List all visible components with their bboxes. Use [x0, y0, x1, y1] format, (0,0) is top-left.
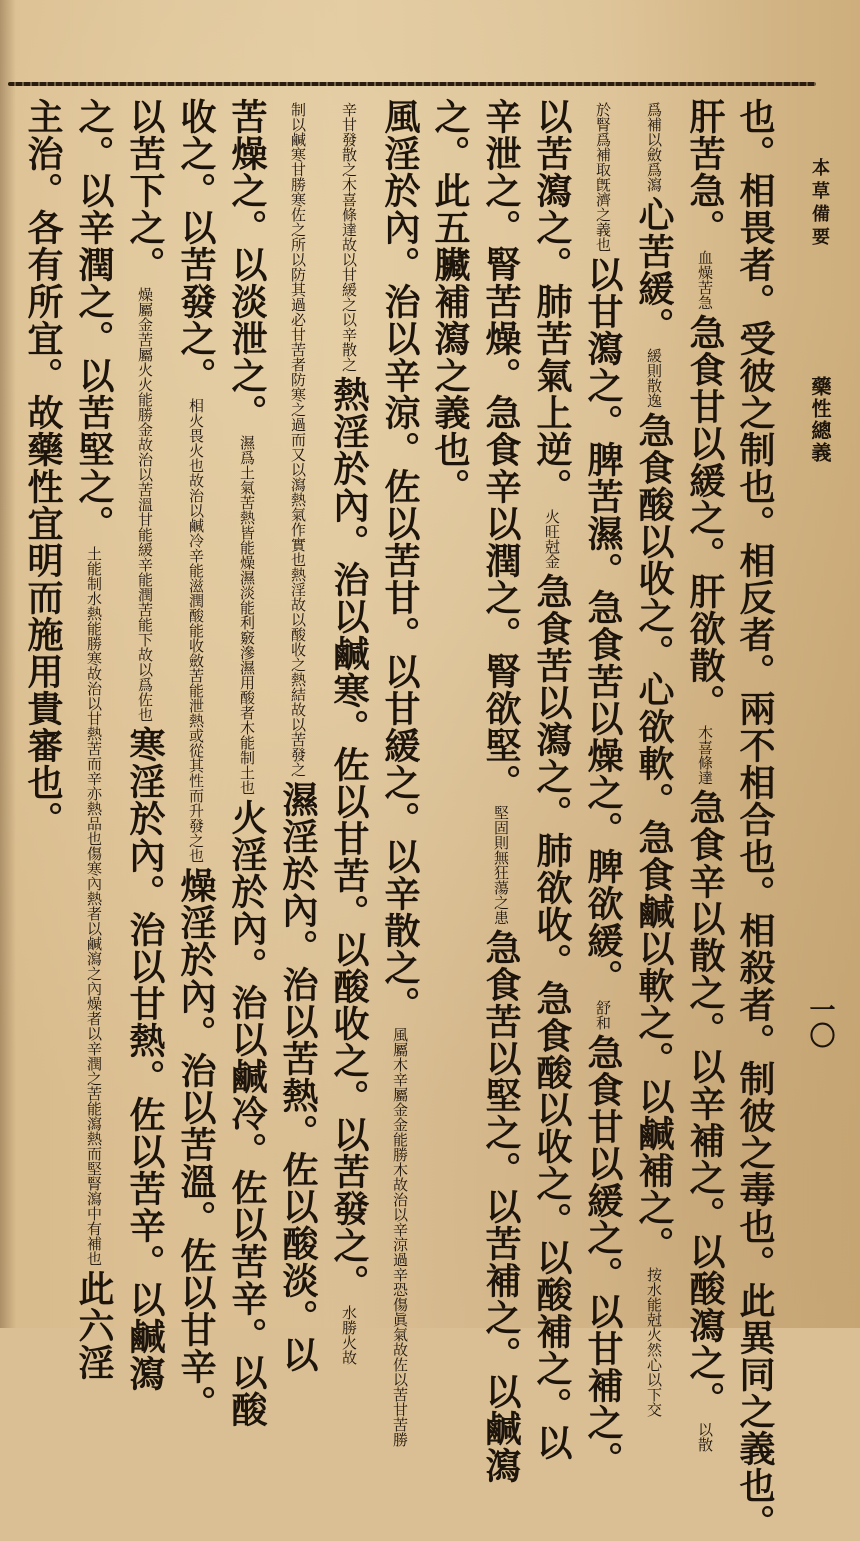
annotation-note: 土能制水熱能勝寒故治以甘熱苦而辛亦熱品也傷寒內熱者以鹹瀉之內燥者以辛潤之苦能瀉熱而堅腎瀉中有補也 — [85, 546, 103, 1266]
text-column — [730, 98, 780, 1541]
main-text: 肝苦急。 — [684, 98, 726, 246]
body-text — [0, 98, 780, 1541]
main-text: 之。此五臟補瀉之義也。 — [429, 98, 471, 505]
main-text: 之。以辛潤之。以苦堅之。 — [73, 98, 115, 542]
annotation-note: 風屬木辛屬金金能勝木故治以辛涼過辛恐傷眞氣故佐以苦甘苦勝 — [391, 1027, 409, 1447]
text-column — [119, 98, 170, 1392]
annotation-note: 制以鹹寒甘勝寒佐之所以防其過必甘苦者防寒之過而又以瀉熱氣作實也熱淫故以酸收之熱結故以苦發之 — [289, 102, 307, 777]
annotation-note: 舒和 — [594, 1000, 612, 1030]
text-column — [425, 98, 475, 1298]
text-column — [18, 98, 68, 1298]
main-text: 主治。各有所宜。故藥性宜明而施用貴審也。 — [22, 98, 64, 838]
text-column — [526, 98, 577, 1461]
annotation-note: 濕爲土氣苦熱皆能燥濕淡能利竅滲濕用酸者木能制土也 — [238, 435, 256, 795]
main-text: 苦燥之。以淡泄之。 — [226, 98, 268, 431]
main-text: 急食辛以散之。以辛補之。以酸瀉之。 — [684, 789, 726, 1418]
section-title: 藥性總義 — [808, 376, 832, 464]
main-text: 濕淫於內。治以苦熱。佐以酸淡。以 — [277, 781, 319, 1373]
text-column — [679, 98, 730, 1452]
text-column — [68, 98, 119, 1381]
text-column — [374, 98, 425, 1447]
main-text: 也。相畏者。受彼之制也。相反者。兩不相合也。相殺者。制彼之毒也。此異同之義也。 — [734, 98, 776, 1541]
text-column — [475, 98, 526, 1484]
text-column — [628, 98, 679, 1417]
header-rule — [8, 82, 816, 86]
main-text: 以甘瀉之。脾苦濕。急食苦以燥之。脾欲緩。 — [582, 256, 624, 996]
annotation-note: 燥屬金苦屬火火能勝金故治以苦溫甘能緩辛能潤苦能下故以爲佐也 — [136, 287, 154, 722]
annotation-note: 按水能尅火然心以下交 — [645, 1267, 663, 1417]
main-text: 此六淫 — [73, 1270, 115, 1381]
main-text: 風淫於內。治以辛涼。佐以苦甘。以甘緩之。以辛散之。 — [379, 98, 421, 1023]
main-text: 急食酸以收之。心欲軟。急食鹹以軟之。以鹹補之。 — [633, 412, 675, 1263]
text-column — [170, 98, 221, 1422]
annotation-note: 水勝火故 — [340, 1305, 358, 1365]
annotation-note: 爲補以斂爲瀉 — [645, 102, 663, 192]
annotation-note: 相火畏火也故治以鹹冷辛能滋潤酸能收斂苦能泄熱或從其性而升發之也 — [187, 398, 205, 863]
running-header — [796, 118, 840, 1330]
main-text: 急食苦以瀉之。肺欲收。急食酸以收之。以酸補之。以 — [531, 573, 573, 1461]
main-text: 辛泄之。腎苦燥。急食辛以潤之。腎欲堅。 — [480, 98, 522, 801]
annotation-note: 木喜條達 — [696, 725, 714, 785]
main-text: 火淫於內。治以鹹冷。佐以苦辛。以酸 — [226, 799, 268, 1428]
main-text: 收之。以苦發之。 — [175, 98, 217, 394]
annotation-note: 堅固則無狂蕩之患 — [492, 805, 510, 925]
text-column — [577, 98, 628, 1478]
main-text: 燥淫於內。治以苦溫。佐以甘辛。 — [175, 867, 217, 1422]
annotation-note: 以散 — [696, 1422, 714, 1452]
main-text: 心苦緩。 — [633, 196, 675, 344]
page-number: 一〇 — [805, 996, 835, 1048]
main-text: 急食苦以堅之。以苦補之。以鹹瀉 — [480, 929, 522, 1484]
text-column — [323, 98, 374, 1365]
annotation-note: 緩則散逸 — [645, 348, 663, 408]
annotation-note: 於腎爲補取旣濟之義也 — [594, 102, 612, 252]
main-text: 以苦瀉之。肺苦氣上逆。 — [531, 98, 573, 505]
main-text: 寒淫於內。治以甘熱。佐以苦辛。以鹹瀉 — [124, 726, 166, 1392]
main-text: 急食甘以緩之。以甘補之。 — [582, 1034, 624, 1478]
main-text: 以苦下之。 — [124, 98, 166, 283]
main-text: 急食甘以緩之。肝欲散。 — [684, 314, 726, 721]
annotation-note: 火旺尅金 — [543, 509, 561, 569]
annotation-note: 血燥苦急 — [696, 250, 714, 310]
annotation-note: 辛甘發散之木喜條達故以甘緩之以辛散之 — [340, 102, 358, 372]
main-text: 熱淫於內。治以鹹寒。佐以甘苦。以酸收之。以苦發之。 — [328, 376, 370, 1301]
text-column — [221, 98, 272, 1428]
book-title: 本草備要 — [809, 158, 830, 250]
text-column — [272, 98, 323, 1373]
